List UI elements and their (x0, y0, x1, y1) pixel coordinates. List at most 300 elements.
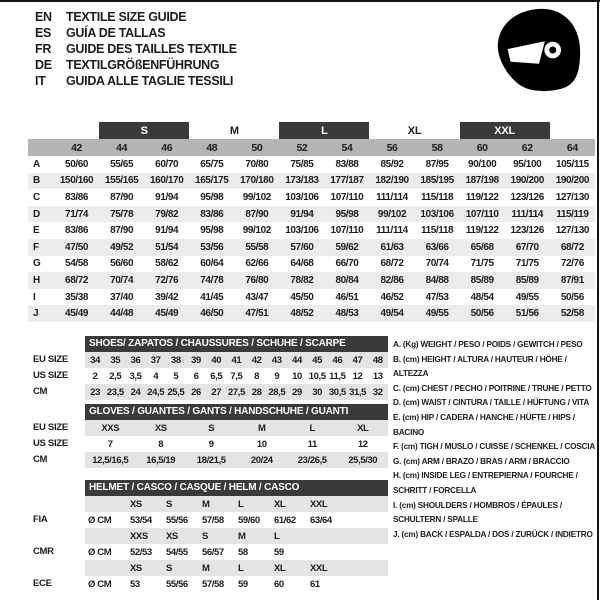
helmet-logo-icon (487, 2, 589, 100)
language-code: EN (35, 10, 52, 24)
helmet-size-row (85, 496, 388, 512)
gloves-value: 25,5/30 (338, 452, 389, 468)
helmet-size-header: S (163, 560, 199, 576)
shoes-value: 10,5 (308, 370, 326, 382)
measure-value: 71/75 (470, 258, 494, 270)
measure-value: 50/56 (460, 305, 505, 322)
legend-item: A. (Kg) WEIGHT / PESO / POIDS / GEWITCH / PESO (393, 340, 583, 349)
size-group-m: M (229, 124, 239, 137)
measure-value: 66/70 (335, 258, 359, 270)
measure-value: 41/45 (200, 291, 224, 303)
language-title: TEXTILE SIZE GUIDE (66, 10, 187, 24)
shoes-value: 23 (85, 384, 105, 400)
measure-value: 44/48 (99, 305, 144, 322)
measure-value: 150/160 (54, 173, 99, 190)
gloves-value: 7 (107, 438, 113, 450)
measure-value: 155/165 (99, 173, 144, 190)
measure-value: 165/175 (189, 173, 234, 190)
helmet-value: 53 (130, 578, 140, 590)
helmet-section (28, 480, 388, 592)
shoes-value: 6 (193, 370, 199, 382)
helmet-size-header: L (271, 528, 307, 544)
size-col-header: 54 (324, 139, 369, 156)
measure-value: 47/51 (234, 305, 279, 322)
shoes-value: 24 (125, 384, 145, 400)
empty-cell (54, 122, 99, 139)
measure-value: 68/72 (550, 239, 595, 256)
helmet-size-header: L (235, 560, 271, 576)
language-row (35, 9, 237, 25)
measure-value: 111/114 (376, 191, 408, 203)
measure-value: 49/55 (515, 291, 539, 303)
helmet-size-header: M (199, 560, 235, 576)
shoes-value: 36 (125, 352, 145, 368)
measure-value: 119/122 (465, 191, 499, 203)
measure-value: 119/122 (465, 225, 499, 237)
size-col-header: 64 (550, 139, 595, 156)
measure-value: 173/183 (279, 173, 324, 190)
helmet-value: 61/62 (274, 514, 296, 526)
helmet-value-row (85, 576, 388, 592)
shoes-value: 24,5 (146, 384, 166, 400)
measure-value: 83/86 (189, 206, 234, 223)
language-row (35, 73, 237, 89)
measure-value: 70/74 (425, 258, 449, 270)
legend-item: E. (cm) HIP / CADERA / HANCHE / HÜFTE / HIPS / BACINO (393, 412, 575, 437)
measure-value: 62/66 (245, 258, 269, 270)
shoes-value: 38 (166, 352, 186, 368)
gloves-value: 10 (256, 438, 267, 450)
measure-value: 78/82 (279, 272, 324, 289)
measure-value: 65/68 (460, 239, 505, 256)
legend-item: F. (cm) TIGH / MUSLO / CUISSE / SCHENKEL / COSCIA (393, 442, 596, 452)
measure-value: 83/86 (65, 225, 89, 237)
measure-value: 99/102 (242, 191, 271, 203)
shoes-value: 42 (247, 352, 267, 368)
shoes-value: 32 (368, 384, 388, 400)
measure-value: 103/106 (285, 225, 319, 237)
measure-value: 107/110 (330, 225, 364, 237)
row-label: H (28, 272, 54, 289)
gloves-value: 16,5/19 (136, 452, 187, 468)
measure-value: 63/66 (415, 239, 460, 256)
measure-value: 95/100 (513, 158, 542, 170)
measure-value: 105/115 (555, 158, 589, 170)
measure-value: 111/114 (376, 225, 408, 237)
measure-value: 90/100 (468, 158, 497, 170)
helmet-row-labels (28, 480, 85, 592)
measure-value: 91/94 (155, 191, 179, 203)
measure-value: 91/94 (279, 206, 324, 223)
measure-value: 187/198 (460, 173, 505, 190)
shoes-row-labels (28, 336, 85, 400)
language-title-list (35, 9, 237, 89)
language-title: GUIDE DES TAILLES TEXTILE (66, 42, 237, 56)
measure-value: 95/98 (200, 191, 224, 203)
measure-value: 70/80 (245, 158, 269, 170)
size-group-s: S (99, 122, 189, 139)
measure-value: 75/78 (99, 206, 144, 223)
shoes-value: 34 (85, 352, 105, 368)
measure-value: 82/86 (369, 272, 414, 289)
gloves-value: 23/26,5 (287, 452, 338, 468)
gloves-data-row (85, 452, 388, 468)
measure-value: 190/200 (505, 173, 550, 190)
measure-value: 46/51 (335, 291, 359, 303)
measure-row-b (28, 173, 595, 190)
size-col-header: 50 (234, 139, 279, 156)
shoes-value: 30,5 (327, 384, 347, 400)
measure-value: 71/75 (515, 258, 539, 270)
helmet-size-header: S (163, 496, 199, 512)
measure-value: 50/56 (560, 291, 584, 303)
language-title: TEXTILGRÖßENFÜHRUNG (66, 58, 220, 72)
empty-cell (343, 528, 388, 544)
language-code: ES (35, 26, 52, 40)
measure-row-i (28, 289, 595, 306)
measure-value: 99/102 (369, 206, 414, 223)
measure-value: 74/78 (189, 272, 234, 289)
measure-value: 123/126 (510, 191, 544, 203)
helmet-table (85, 480, 388, 592)
empty-cell (343, 560, 388, 576)
shoes-value: 41 (226, 352, 246, 368)
size-group-row (28, 122, 595, 139)
helmet-value: 56/57 (202, 546, 224, 558)
measure-value: 85/89 (505, 272, 550, 289)
measure-value: 99/102 (242, 225, 271, 237)
measure-value: 190/200 (550, 173, 595, 190)
measure-value: 46/50 (189, 305, 234, 322)
measure-value: 49/54 (369, 305, 414, 322)
shoes-value: 26 (186, 384, 206, 400)
size-col-header: 56 (369, 139, 414, 156)
legend-item: H. (cm) INSIDE LEG / ENTREPIERNA / FOURCHE / SCHRITT / FORCELLA (393, 471, 578, 495)
helmet-value: 55/56 (166, 514, 188, 526)
helmet-value: 57/58 (202, 578, 224, 590)
size-group-xxl: XXL (460, 122, 550, 139)
helmet-value: 58 (238, 546, 248, 558)
measure-value: 87/91 (550, 272, 595, 289)
measure-value: 52/58 (550, 305, 595, 322)
helmet-standard-label: CMR (33, 546, 54, 557)
measure-value: 60/70 (155, 158, 179, 170)
shoes-value: 47 (347, 352, 367, 368)
shoes-value: 3,5 (129, 370, 142, 382)
language-title: GUÍA DE TALLAS (66, 26, 166, 40)
measure-value: 55/58 (234, 239, 279, 256)
row-label: G (33, 258, 41, 270)
legend-item: D. (cm) WAIST / CINTURA / TAILLE / HÜFTUNG / VITA (393, 398, 590, 408)
gloves-value: 8 (158, 438, 164, 450)
measure-value: 39/42 (155, 291, 179, 303)
helmet-unit-label: Ø CM (88, 546, 112, 558)
measure-row-f (28, 239, 595, 256)
gloves-value: M (237, 420, 288, 436)
measure-value: 45/50 (290, 291, 314, 303)
empty-cell (28, 122, 54, 139)
helmet-value: 60 (274, 578, 284, 590)
measure-value: 185/195 (415, 173, 460, 190)
helmet-size-row (85, 528, 388, 544)
empty-cell (28, 139, 54, 156)
empty-cell (343, 544, 388, 560)
helmet-size-header: XL (271, 496, 307, 512)
measure-value: 71/74 (54, 206, 99, 223)
size-col-header: 42 (54, 139, 99, 156)
measure-value: 72/76 (144, 272, 189, 289)
measure-value: 67/70 (505, 239, 550, 256)
measure-value: 61/63 (369, 239, 414, 256)
measure-value: 87/95 (425, 158, 449, 170)
measure-value: 68/72 (380, 258, 404, 270)
size-number-row (28, 139, 595, 156)
shoes-value: 9 (274, 370, 280, 382)
measure-value: 103/106 (415, 206, 460, 223)
shoes-row-label: US SIZE (33, 370, 68, 381)
helmet-unit-label: Ø CM (88, 578, 112, 590)
textile-table-body (28, 122, 595, 322)
helmet-table-body (85, 496, 388, 592)
gloves-value: S (186, 420, 237, 436)
shoes-value: 28,5 (267, 384, 287, 400)
measure-value: 54/58 (65, 258, 89, 270)
gloves-value: 20/24 (237, 452, 288, 468)
measure-value: 160/170 (144, 173, 189, 190)
shoes-value: 25,5 (166, 384, 186, 400)
measure-value: 170/180 (234, 173, 279, 190)
shoes-value: 39 (186, 352, 206, 368)
gloves-row-label: EU SIZE (33, 422, 68, 433)
helmet-size-header: M (235, 528, 271, 544)
measure-value: 49/55 (415, 305, 460, 322)
gloves-section (28, 404, 388, 468)
shoes-value: 2 (92, 370, 98, 382)
measure-value: 58/62 (155, 258, 179, 270)
gloves-data-row (85, 420, 388, 436)
helmet-value: 59/60 (238, 514, 260, 526)
shoes-value: 5 (173, 370, 179, 382)
measure-value: 111/114 (505, 206, 550, 223)
shoes-value: 8 (254, 370, 260, 382)
measure-value: 64/68 (290, 258, 314, 270)
shoes-value: 46 (327, 352, 347, 368)
language-title: GUIDA ALLE TAGLIE TESSILI (66, 74, 234, 88)
helmet-standard-label: ECE (33, 578, 52, 589)
language-code: DE (35, 58, 52, 72)
helmet-size-header: M (199, 496, 235, 512)
size-col-header: 52 (279, 139, 324, 156)
measure-value: 85/89 (460, 272, 505, 289)
helmet-value: 61 (310, 578, 320, 590)
measure-value: 70/74 (99, 272, 144, 289)
empty-cell (85, 528, 127, 544)
gloves-value: XS (136, 420, 187, 436)
measure-value: 45/49 (144, 305, 189, 322)
measure-value: 85/92 (380, 158, 404, 170)
shoes-section (28, 336, 388, 400)
shoes-value: 44 (287, 352, 307, 368)
measure-value: 107/110 (330, 191, 364, 203)
shoes-value: 2,5 (109, 370, 122, 382)
shoes-data-row (85, 384, 388, 400)
helmet-unit-label: Ø CM (88, 514, 112, 526)
measure-value: 115/118 (420, 225, 454, 237)
measure-value: 177/187 (324, 173, 369, 190)
helmet-value: 57/58 (202, 514, 224, 526)
measure-value: 76/80 (234, 272, 279, 289)
gloves-table (85, 404, 388, 468)
gloves-value: 18/21,5 (186, 452, 237, 468)
helmet-value: 59 (238, 578, 248, 590)
language-code: IT (35, 74, 46, 88)
measure-value: 103/106 (285, 191, 319, 203)
measure-value: 68/72 (54, 272, 99, 289)
empty-cell (343, 512, 388, 528)
measurement-legend (393, 338, 598, 542)
gloves-row-label: US SIZE (33, 438, 68, 449)
measure-value: 72/76 (560, 258, 584, 270)
gloves-value: L (287, 420, 338, 436)
measure-value: 91/94 (155, 225, 179, 237)
measure-value: 80/84 (324, 272, 369, 289)
measure-value: 48/53 (324, 305, 369, 322)
measure-value: 48/54 (470, 291, 494, 303)
measure-value: 37/40 (110, 291, 134, 303)
shoes-value: 29 (287, 384, 307, 400)
shoes-value: 45 (307, 352, 327, 368)
shoes-value: 13 (372, 370, 383, 382)
language-code: FR (35, 42, 52, 56)
shoes-value: 11,5 (329, 370, 346, 382)
shoes-value: 37 (146, 352, 166, 368)
measure-value: 53/56 (189, 239, 234, 256)
helmet-value: 55/56 (166, 578, 188, 590)
measure-row-g (28, 256, 595, 273)
measure-row-d (28, 206, 595, 223)
gloves-value: 11 (307, 438, 317, 450)
empty-cell (85, 560, 127, 576)
measure-value: 47/50 (54, 239, 99, 256)
shoes-row-label: CM (33, 386, 48, 397)
measure-value: 51/56 (505, 305, 550, 322)
measure-value: 127/130 (555, 191, 590, 203)
helmet-size-row (85, 560, 388, 576)
language-row (35, 41, 237, 57)
measure-row-c (28, 189, 595, 206)
measure-row-j (28, 305, 595, 322)
legend-item: G. (cm) ARM / BRAZO / BRAS / ARM / BRACCIO (393, 456, 570, 466)
measure-value: 83/86 (65, 191, 89, 203)
size-col-header: 48 (189, 139, 234, 156)
helmet-value-row (85, 512, 388, 528)
gloves-table-title: GLOVES / GUANTES / GANTS / HANDSCHUHE / GUANTI (85, 404, 388, 420)
size-col-header: 58 (415, 139, 460, 156)
helmet-size-header: S (199, 528, 235, 544)
helmet-value: 54/55 (166, 546, 188, 558)
helmet-value: 63/64 (310, 514, 332, 526)
shoes-data-row (85, 368, 388, 384)
shoes-value: 4 (153, 370, 159, 382)
measure-row-e (28, 222, 595, 239)
gloves-value: XXS (85, 420, 136, 436)
helmet-value (307, 544, 343, 560)
legend-item: B. (cm) HEIGHT / ALTURA / HAUTEUR / HÖHE / ALTEZZA (393, 354, 567, 379)
measure-value: 35/38 (65, 291, 89, 303)
shoes-value: 43 (267, 352, 287, 368)
helmet-table-title: HELMET / CASCO / CASQUE / HELM / CASCO (85, 480, 388, 496)
legend-item: I. (cm) SHOULDERS / HOMBROS / ÉPAULES / SCHULTERN / SPALLE (393, 500, 563, 525)
shoes-value: 6,5 (210, 370, 223, 382)
gloves-data-row (85, 436, 388, 452)
helmet-size-header: XXL (307, 560, 343, 576)
helmet-size-header: XS (163, 528, 199, 544)
shoes-value: 10 (292, 370, 302, 382)
shoes-table-body (85, 352, 388, 400)
measure-value: 57/60 (279, 239, 324, 256)
measure-value: 45/49 (54, 305, 99, 322)
row-label: B (28, 173, 54, 190)
helmet-value: 52/53 (130, 546, 152, 558)
measure-value: 127/130 (555, 225, 590, 237)
measure-value: 51/54 (144, 239, 189, 256)
measure-value: 87/90 (234, 206, 279, 223)
empty-cell (550, 122, 595, 139)
row-label: C (33, 191, 40, 203)
measure-value: 50/60 (65, 158, 89, 170)
shoes-value: 27 (206, 384, 226, 400)
measure-value: 87/90 (110, 225, 134, 237)
measure-value: 123/126 (510, 225, 544, 237)
size-col-header: 44 (99, 139, 144, 156)
shoes-value: 23,5 (105, 384, 125, 400)
measure-value: 79/82 (144, 206, 189, 223)
measure-value: 56/60 (110, 258, 134, 270)
shoes-value: 40 (206, 352, 226, 368)
language-row (35, 57, 237, 73)
gloves-value: XL (338, 420, 389, 436)
measure-value: 47/53 (425, 291, 449, 303)
row-label: E (33, 225, 40, 237)
shoes-table (85, 336, 388, 400)
measure-value: 115/119 (550, 206, 595, 223)
gloves-row-labels (28, 404, 85, 468)
shoes-value: 12 (352, 370, 363, 382)
row-label: D (28, 206, 54, 223)
helmet-value: 59 (274, 546, 284, 558)
row-label: F (28, 239, 54, 256)
empty-cell (85, 496, 127, 512)
gloves-value: 9 (208, 438, 214, 450)
helmet-value: 53/54 (130, 514, 152, 526)
measure-value: 49/52 (99, 239, 144, 256)
measure-value: 65/75 (200, 158, 224, 170)
measure-value: 75/85 (290, 158, 314, 170)
legend-item: C. (cm) CHEST / PECHO / POITRINE / TRUHE / PETTO (393, 383, 592, 393)
size-col-header: 46 (144, 139, 189, 156)
helmet-size-header: XXS (127, 528, 163, 544)
measure-value: 83/88 (335, 158, 359, 170)
shoes-data-row (85, 352, 388, 368)
size-group-xl: XL (407, 124, 422, 137)
helmet-value-row (85, 544, 388, 560)
size-group-l: L (279, 122, 369, 139)
textile-size-table (28, 122, 595, 322)
measure-row-a (28, 156, 595, 173)
gloves-table-body (85, 420, 388, 468)
measure-value: 48/52 (279, 305, 324, 322)
helmet-size-header: XL (271, 560, 307, 576)
